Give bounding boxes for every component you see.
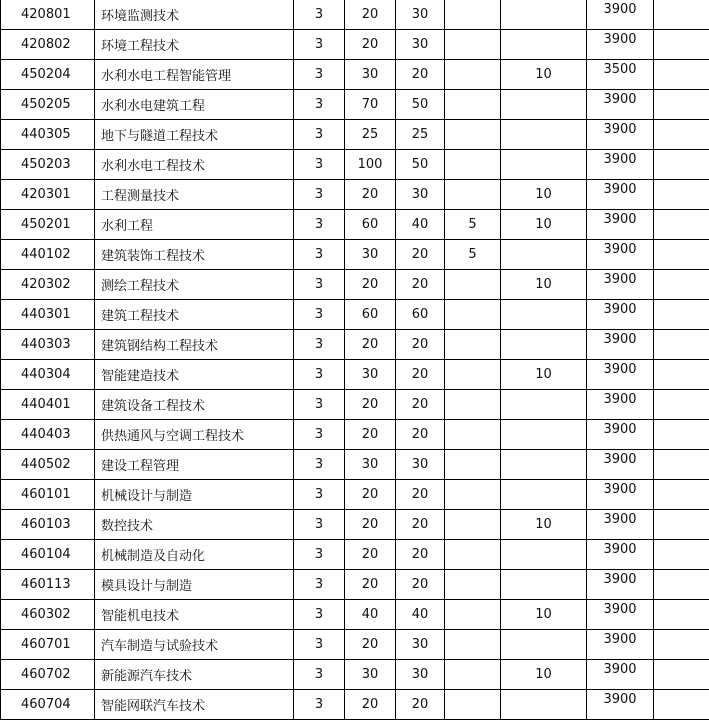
quota-3-cell (445, 180, 501, 210)
quota-3-cell (445, 480, 501, 510)
quota-1-cell: 20 (345, 480, 396, 510)
program-code-cell: 440305 (1, 120, 95, 150)
quota-2-cell: 20 (396, 510, 445, 540)
remark-cell (654, 240, 709, 270)
quota-2-cell: 40 (396, 210, 445, 240)
program-name-cell: 数控技术 (95, 510, 294, 540)
table-body (1, 0, 709, 720)
study-years-cell: 3 (294, 630, 345, 660)
remark-cell (654, 0, 709, 30)
tuition-fee-cell: 3900 (587, 300, 654, 330)
study-years-cell: 3 (294, 540, 345, 570)
quota-2-cell: 20 (396, 360, 445, 390)
program-name-cell: 环境工程技术 (95, 30, 294, 60)
study-years-cell: 3 (294, 570, 345, 600)
study-years-cell: 3 (294, 420, 345, 450)
quota-1-cell: 30 (345, 60, 396, 90)
tuition-fee-cell: 3900 (587, 30, 654, 60)
remark-cell (654, 330, 709, 360)
program-code-cell: 420302 (1, 270, 95, 300)
program-code-cell: 420802 (1, 30, 95, 60)
tuition-fee-cell: 3900 (587, 0, 654, 30)
quota-3-cell (445, 120, 501, 150)
tuition-fee-cell: 3900 (587, 540, 654, 570)
remark-cell (654, 630, 709, 660)
quota-4-cell: 10 (501, 660, 587, 690)
tuition-fee-cell: 3900 (587, 360, 654, 390)
program-code-cell: 420301 (1, 180, 95, 210)
table-row (1, 210, 709, 240)
quota-1-cell: 70 (345, 90, 396, 120)
study-years-cell: 3 (294, 660, 345, 690)
remark-cell (654, 210, 709, 240)
quota-2-cell: 30 (396, 180, 445, 210)
program-name-cell: 机械制造及自动化 (95, 540, 294, 570)
quota-1-cell: 20 (345, 510, 396, 540)
quota-2-cell: 60 (396, 300, 445, 330)
study-years-cell: 3 (294, 30, 345, 60)
quota-1-cell: 20 (345, 270, 396, 300)
program-name-cell: 机械设计与制造 (95, 480, 294, 510)
program-code-cell: 460104 (1, 540, 95, 570)
program-code-cell: 450204 (1, 60, 95, 90)
program-name-cell: 智能机电技术 (95, 600, 294, 630)
quota-1-cell: 30 (345, 240, 396, 270)
quota-2-cell: 50 (396, 150, 445, 180)
quota-4-cell (501, 30, 587, 60)
remark-cell (654, 450, 709, 480)
quota-1-cell: 30 (345, 360, 396, 390)
tuition-fee-cell: 3900 (587, 120, 654, 150)
tuition-fee-cell: 3900 (587, 570, 654, 600)
tuition-fee-cell: 3900 (587, 210, 654, 240)
program-code-cell: 440301 (1, 300, 95, 330)
quota-2-cell: 20 (396, 690, 445, 720)
quota-1-cell: 20 (345, 690, 396, 720)
quota-1-cell: 25 (345, 120, 396, 150)
study-years-cell: 3 (294, 480, 345, 510)
program-name-cell: 水利水电工程技术 (95, 150, 294, 180)
remark-cell (654, 480, 709, 510)
quota-2-cell: 25 (396, 120, 445, 150)
program-name-cell: 水利水电建筑工程 (95, 90, 294, 120)
quota-1-cell: 20 (345, 540, 396, 570)
quota-2-cell: 20 (396, 60, 445, 90)
table-row (1, 0, 709, 30)
quota-1-cell: 20 (345, 30, 396, 60)
table-row (1, 300, 709, 330)
table-row (1, 420, 709, 450)
quota-4-cell (501, 420, 587, 450)
quota-2-cell: 30 (396, 450, 445, 480)
remark-cell (654, 540, 709, 570)
table-row (1, 30, 709, 60)
program-code-cell: 450205 (1, 90, 95, 120)
study-years-cell: 3 (294, 450, 345, 480)
quota-1-cell: 20 (345, 630, 396, 660)
program-code-cell: 460113 (1, 570, 95, 600)
quota-1-cell: 30 (345, 450, 396, 480)
program-name-cell: 水利水电工程智能管理 (95, 60, 294, 90)
remark-cell (654, 660, 709, 690)
study-years-cell: 3 (294, 180, 345, 210)
tuition-fee-cell: 3900 (587, 420, 654, 450)
table-row (1, 600, 709, 630)
quota-4-cell (501, 120, 587, 150)
quota-3-cell (445, 600, 501, 630)
table-row (1, 60, 709, 90)
table-row (1, 270, 709, 300)
quota-1-cell: 40 (345, 600, 396, 630)
quota-3-cell (445, 150, 501, 180)
study-years-cell: 3 (294, 390, 345, 420)
program-code-cell: 460704 (1, 690, 95, 720)
tuition-fee-cell: 3900 (587, 690, 654, 720)
table-row (1, 480, 709, 510)
quota-4-cell (501, 540, 587, 570)
tuition-fee-cell: 3900 (587, 180, 654, 210)
program-name-cell: 水利工程 (95, 210, 294, 240)
quota-1-cell: 20 (345, 420, 396, 450)
quota-2-cell: 20 (396, 390, 445, 420)
remark-cell (654, 120, 709, 150)
remark-cell (654, 600, 709, 630)
program-name-cell: 建筑工程技术 (95, 300, 294, 330)
tuition-fee-cell: 3900 (587, 390, 654, 420)
table-row (1, 540, 709, 570)
quota-4-cell (501, 630, 587, 660)
quota-3-cell (445, 450, 501, 480)
quota-3-cell (445, 360, 501, 390)
tuition-fee-cell: 3900 (587, 450, 654, 480)
quota-3-cell (445, 690, 501, 720)
quota-4-cell: 10 (501, 510, 587, 540)
program-code-cell: 440304 (1, 360, 95, 390)
program-name-cell: 智能网联汽车技术 (95, 690, 294, 720)
program-name-cell: 建筑装饰工程技术 (95, 240, 294, 270)
table-row (1, 450, 709, 480)
study-years-cell: 3 (294, 600, 345, 630)
table-row (1, 570, 709, 600)
program-name-cell: 供热通风与空调工程技术 (95, 420, 294, 450)
quota-3-cell (445, 60, 501, 90)
remark-cell (654, 420, 709, 450)
study-years-cell: 3 (294, 90, 345, 120)
quota-2-cell: 20 (396, 540, 445, 570)
program-name-cell: 智能建造技术 (95, 360, 294, 390)
quota-3-cell: 5 (445, 240, 501, 270)
table-row (1, 660, 709, 690)
program-name-cell: 环境监测技术 (95, 0, 294, 30)
quota-3-cell (445, 570, 501, 600)
quota-4-cell (501, 240, 587, 270)
quota-1-cell: 30 (345, 660, 396, 690)
remark-cell (654, 150, 709, 180)
quota-4-cell (501, 330, 587, 360)
quota-2-cell: 40 (396, 600, 445, 630)
quota-2-cell: 50 (396, 90, 445, 120)
remark-cell (654, 30, 709, 60)
remark-cell (654, 390, 709, 420)
study-years-cell: 3 (294, 330, 345, 360)
tuition-fee-cell: 3900 (587, 480, 654, 510)
quota-3-cell (445, 510, 501, 540)
remark-cell (654, 270, 709, 300)
table-row (1, 120, 709, 150)
quota-3-cell (445, 420, 501, 450)
program-code-cell: 460302 (1, 600, 95, 630)
program-code-cell: 440303 (1, 330, 95, 360)
quota-1-cell: 20 (345, 390, 396, 420)
quota-4-cell (501, 390, 587, 420)
tuition-fee-cell: 3900 (587, 330, 654, 360)
tuition-fee-cell: 3900 (587, 660, 654, 690)
program-code-cell: 460101 (1, 480, 95, 510)
quota-4-cell (501, 150, 587, 180)
program-name-cell: 建设工程管理 (95, 450, 294, 480)
program-code-cell: 460702 (1, 660, 95, 690)
table-row (1, 330, 709, 360)
quota-3-cell (445, 390, 501, 420)
program-name-cell: 工程测量技术 (95, 180, 294, 210)
remark-cell (654, 570, 709, 600)
quota-2-cell: 30 (396, 630, 445, 660)
table-row (1, 690, 709, 720)
program-code-cell: 460701 (1, 630, 95, 660)
quota-4-cell (501, 300, 587, 330)
quota-3-cell (445, 300, 501, 330)
table-row (1, 180, 709, 210)
quota-3-cell (445, 90, 501, 120)
quota-1-cell: 20 (345, 330, 396, 360)
study-years-cell: 3 (294, 0, 345, 30)
quota-2-cell: 20 (396, 420, 445, 450)
study-years-cell: 3 (294, 360, 345, 390)
tuition-fee-cell: 3900 (587, 240, 654, 270)
remark-cell (654, 360, 709, 390)
tuition-fee-cell: 3900 (587, 630, 654, 660)
study-years-cell: 3 (294, 240, 345, 270)
remark-cell (654, 180, 709, 210)
quota-3-cell (445, 30, 501, 60)
program-code-cell: 440502 (1, 450, 95, 480)
program-name-cell: 建筑设备工程技术 (95, 390, 294, 420)
remark-cell (654, 300, 709, 330)
program-name-cell: 新能源汽车技术 (95, 660, 294, 690)
study-years-cell: 3 (294, 510, 345, 540)
quota-4-cell: 10 (501, 180, 587, 210)
quota-4-cell: 10 (501, 270, 587, 300)
quota-4-cell (501, 90, 587, 120)
program-code-cell: 440403 (1, 420, 95, 450)
quota-4-cell: 10 (501, 360, 587, 390)
quota-3-cell (445, 540, 501, 570)
study-years-cell: 3 (294, 60, 345, 90)
program-code-cell: 440102 (1, 240, 95, 270)
quota-4-cell (501, 570, 587, 600)
quota-2-cell: 30 (396, 660, 445, 690)
table-row (1, 150, 709, 180)
quota-2-cell: 20 (396, 270, 445, 300)
program-name-cell: 测绘工程技术 (95, 270, 294, 300)
quota-1-cell: 60 (345, 300, 396, 330)
quota-2-cell: 20 (396, 330, 445, 360)
tuition-fee-cell: 3900 (587, 510, 654, 540)
study-years-cell: 3 (294, 300, 345, 330)
quota-2-cell: 30 (396, 30, 445, 60)
program-name-cell: 地下与隧道工程技术 (95, 120, 294, 150)
quota-3-cell (445, 330, 501, 360)
study-years-cell: 3 (294, 150, 345, 180)
quota-4-cell (501, 690, 587, 720)
remark-cell (654, 60, 709, 90)
tuition-fee-cell: 3900 (587, 150, 654, 180)
study-years-cell: 3 (294, 120, 345, 150)
tuition-fee-cell: 3900 (587, 600, 654, 630)
quota-4-cell: 10 (501, 210, 587, 240)
program-code-cell: 450203 (1, 150, 95, 180)
remark-cell (654, 90, 709, 120)
quota-3-cell: 5 (445, 210, 501, 240)
remark-cell (654, 510, 709, 540)
quota-2-cell: 20 (396, 240, 445, 270)
table-row (1, 360, 709, 390)
quota-4-cell (501, 0, 587, 30)
quota-2-cell: 30 (396, 0, 445, 30)
quota-2-cell: 20 (396, 570, 445, 600)
table-row (1, 90, 709, 120)
program-code-cell: 420801 (1, 0, 95, 30)
program-name-cell: 建筑钢结构工程技术 (95, 330, 294, 360)
quota-1-cell: 20 (345, 570, 396, 600)
quota-1-cell: 20 (345, 180, 396, 210)
quota-4-cell: 10 (501, 600, 587, 630)
table-row (1, 390, 709, 420)
study-years-cell: 3 (294, 210, 345, 240)
program-name-cell: 模具设计与制造 (95, 570, 294, 600)
quota-2-cell: 20 (396, 480, 445, 510)
quota-3-cell (445, 630, 501, 660)
quota-4-cell: 10 (501, 60, 587, 90)
table-row (1, 510, 709, 540)
quota-1-cell: 60 (345, 210, 396, 240)
quota-4-cell (501, 450, 587, 480)
program-code-cell: 440401 (1, 390, 95, 420)
quota-4-cell (501, 480, 587, 510)
study-years-cell: 3 (294, 270, 345, 300)
remark-cell (654, 690, 709, 720)
quota-3-cell (445, 270, 501, 300)
tuition-fee-cell: 3900 (587, 90, 654, 120)
program-code-cell: 460103 (1, 510, 95, 540)
quota-1-cell: 20 (345, 0, 396, 30)
table-row (1, 240, 709, 270)
quota-3-cell (445, 660, 501, 690)
program-code-cell: 450201 (1, 210, 95, 240)
tuition-fee-cell: 3900 (587, 270, 654, 300)
program-name-cell: 汽车制造与试验技术 (95, 630, 294, 660)
quota-1-cell: 100 (345, 150, 396, 180)
quota-3-cell (445, 0, 501, 30)
table-row (1, 630, 709, 660)
study-years-cell: 3 (294, 690, 345, 720)
tuition-fee-cell: 3500 (587, 60, 654, 90)
